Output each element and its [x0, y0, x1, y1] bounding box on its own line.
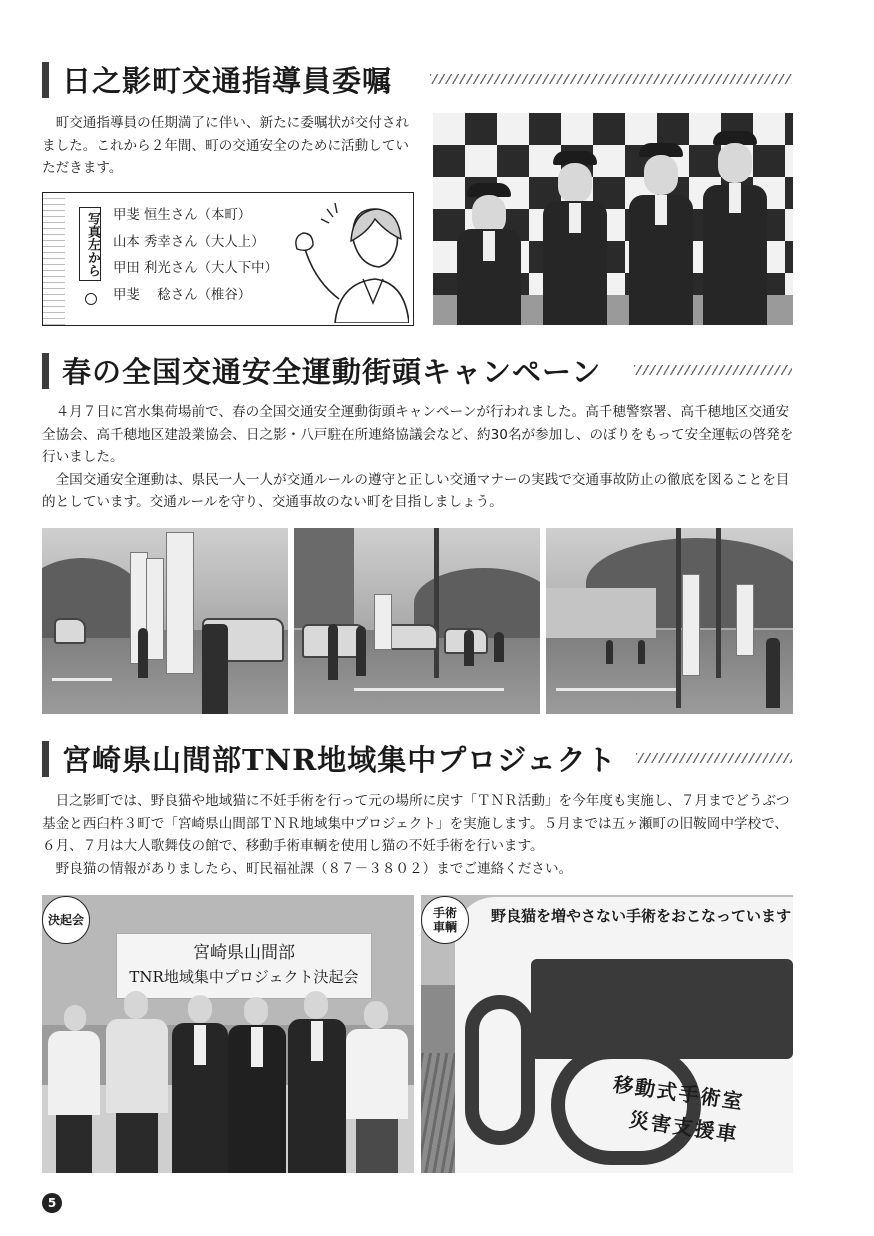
member-name: 山本 秀幸さん（大人上） [113, 234, 265, 250]
van-label [421, 896, 469, 944]
page-number: 5 [42, 1193, 62, 1213]
section1-hatch [430, 74, 792, 84]
section3-paragraph: 日之影町では、野良猫や地域猫に不妊手術を行って元の場所に戻す「ＴＮＲ活動」を今年度も実施し、７月までどうぶつ基金と西臼杵３町で「宮崎県山間部ＴＮＲ地域集中プロジェクト」を実施します。５月までは五ヶ瀬町の旧鞍岡中学校で、６月、７月は大人歌舞伎の館で、移動手術車輌を使用し猫の不妊手術を行います。 [42, 793, 790, 854]
officer-figure [543, 129, 607, 325]
member-name: 甲斐 稔さん（椎谷） [113, 287, 252, 303]
surgery-van-photo [421, 895, 793, 1173]
rally-person [288, 991, 346, 1173]
traffic-instructors-photo [433, 113, 793, 325]
member-list [113, 203, 278, 309]
officer-figure [457, 145, 521, 325]
van-top-text: 野良猫を増やさない手術をおこなっています [491, 907, 792, 925]
van-window [531, 959, 793, 1059]
section2-title: 春の全国交通安全運動街頭キャンペーン [62, 355, 602, 389]
section3-paragraph: 野良猫の情報がありましたら、町民福祉課（８７－３８０２）までご連絡ください。 [55, 860, 573, 877]
section3-hatch [636, 753, 792, 763]
section3-title: 宮崎県山間部TNR地域集中プロジェクト [62, 743, 617, 777]
section3-body [42, 790, 794, 880]
ribbon-icon [85, 293, 97, 305]
rally-person [48, 1005, 100, 1173]
member-card [42, 192, 414, 326]
section1-paragraph: 町交通指導員の任期満了に伴い、新たに委嘱状が交付されました。これから２年間、町の交通安全のために活動していただきます。 [42, 115, 410, 176]
rally-photo [42, 895, 414, 1173]
section2-hatch [634, 365, 792, 375]
section3-marker [42, 741, 49, 777]
campaign-photo-1 [42, 528, 288, 714]
section1-body [42, 112, 414, 180]
campaign-photo-3 [546, 528, 793, 714]
officer-figure [629, 125, 693, 325]
banner-line-1: 宮崎県山間部 [193, 943, 295, 963]
section1-marker [42, 62, 49, 98]
card-stripe [43, 193, 65, 325]
section2-paragraph: 全国交通安全運動は、県民一人一人が交通ルールの遵守と正しい交通マナーの実践で交通事故防止の徹底を図ることを目的としています。交通ルールを守り、交通事故のない町を目指しましょう。 [42, 471, 790, 510]
section2-paragraph: ４月７日に宮水集荷場前で、春の全国交通安全運動街頭キャンペーンが行われました。高千穂警察署、高千穂地区交通安全協会、高千穂地区建設業協会、日之影・八戸駐在所連絡協議会など、約30名が参加し、のぼりをもって安全運転の啓発を行いました。 [42, 404, 794, 465]
officer-figure [703, 119, 767, 325]
waving-person-illustration [291, 199, 409, 323]
van-side-text-1: 移動式手術室 [611, 1071, 746, 1115]
banner-line-2: TNR地域集中プロジェクト決起会 [129, 968, 359, 986]
section2-marker [42, 353, 49, 389]
section1-title: 日之影町交通指導員委嘱 [62, 64, 393, 98]
rally-person [346, 1001, 408, 1173]
van-side-text-2: 災害支援車 [627, 1107, 740, 1147]
member-name: 甲田 利光さん（大人下中） [113, 261, 278, 276]
photo-order-tag: 写真左から [79, 207, 101, 281]
rally-person [106, 991, 168, 1173]
van-label-line-2: 車輌 [432, 920, 457, 934]
rally-label: 決起会 [42, 896, 90, 944]
van-face-graphic [465, 995, 535, 1145]
section2-body [42, 401, 794, 514]
rally-person [228, 997, 286, 1173]
rally-person [172, 995, 228, 1173]
van-label-line-1: 手術 [432, 906, 457, 920]
campaign-photo-2 [294, 528, 540, 714]
rally-banner [116, 933, 372, 999]
member-name: 甲斐 恒生さん（本町） [113, 208, 252, 223]
